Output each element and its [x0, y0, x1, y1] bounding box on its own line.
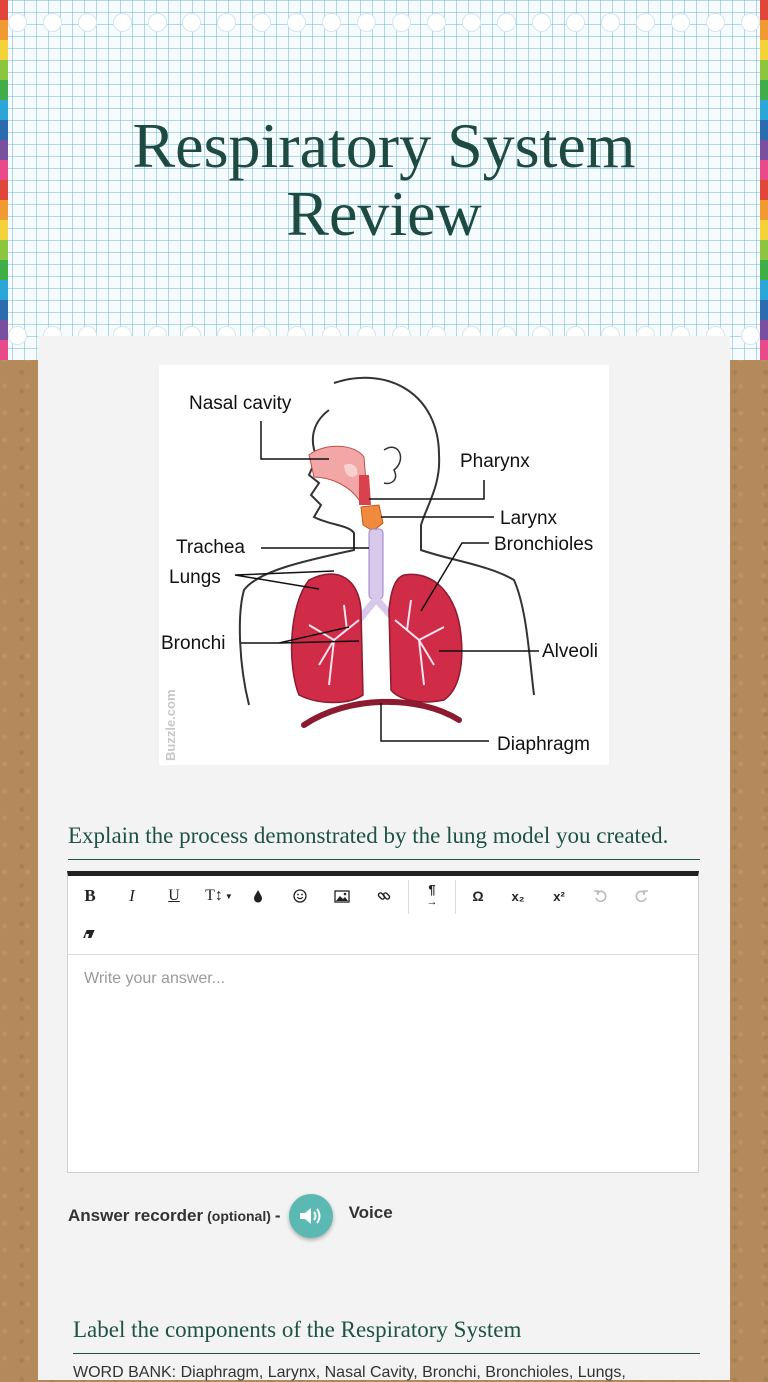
page-title: [0, 112, 768, 248]
respiratory-diagram: [159, 365, 609, 765]
edge-color-stripe: [760, 40, 768, 60]
word-bank: WORD BANK: Diaphragm, Larynx, Nasal Cavity, Bronchi, Bronchioles, Lungs,: [73, 1364, 626, 1381]
image-icon[interactable]: [328, 882, 356, 910]
recorder-optional-label: (optional): [207, 1208, 271, 1224]
edge-color-stripe: [0, 60, 8, 80]
underline-button[interactable]: U: [168, 887, 180, 904]
superscript-button[interactable]: x²: [553, 888, 565, 904]
special-character-button[interactable]: Ω: [472, 888, 484, 904]
answer-input[interactable]: [68, 956, 698, 1172]
top-punch-holes: [0, 13, 768, 35]
label-bronchioles: Bronchioles: [494, 534, 594, 555]
voice-label: Voice: [348, 1203, 393, 1222]
label-lungs: Lungs: [169, 567, 221, 588]
label-trachea: Trachea: [176, 537, 245, 558]
speaker-icon: [298, 1205, 324, 1227]
emoji-icon[interactable]: [286, 882, 314, 910]
edge-color-stripe: [0, 280, 8, 300]
voice-record-button[interactable]: [289, 1194, 333, 1238]
answer-recorder: [68, 1191, 393, 1241]
undo-icon[interactable]: [586, 882, 614, 910]
edge-color-stripe: [760, 280, 768, 300]
question-1-title: Explain the process demonstrated by the lung model you created.: [68, 823, 700, 860]
label-nasal-cavity: Nasal cavity: [189, 393, 292, 414]
toolbar-separator: [455, 880, 456, 914]
edge-color-stripe: [760, 300, 768, 320]
eraser-icon[interactable]: [76, 920, 104, 948]
link-icon[interactable]: [370, 882, 398, 910]
edge-color-stripe: [0, 80, 8, 100]
answer-editor: [67, 871, 699, 1173]
edge-color-stripe: [0, 300, 8, 320]
label-alveoli: Alveoli: [542, 641, 598, 662]
recorder-dash: -: [274, 1206, 281, 1225]
italic-button[interactable]: I: [129, 886, 135, 905]
question-2-title: Label the components of the Respiratory System: [73, 1317, 700, 1354]
edge-color-stripe: [760, 260, 768, 280]
label-larynx: Larynx: [500, 508, 558, 529]
page-title-text: Respiratory System Review: [132, 110, 636, 249]
edge-color-stripe: [760, 80, 768, 100]
worksheet-card: [38, 336, 730, 1380]
bold-button[interactable]: B: [84, 886, 96, 905]
worksheet-header: [0, 0, 768, 360]
subscript-button[interactable]: x₂: [511, 888, 525, 904]
label-pharynx: Pharynx: [460, 451, 530, 472]
edge-color-stripe: [0, 260, 8, 280]
label-bronchi: Bronchi: [161, 633, 226, 654]
editor-toolbar: [68, 876, 698, 955]
text-size-button[interactable]: [202, 882, 236, 910]
text-size-label: T↕: [205, 887, 223, 904]
toolbar-separator: [408, 880, 409, 914]
edge-color-stripe: [0, 40, 8, 60]
text-color-icon[interactable]: [244, 882, 272, 910]
redo-icon[interactable]: [628, 882, 656, 910]
respiratory-diagram-svg: [159, 365, 609, 765]
watermark: Buzzle.com: [163, 689, 178, 761]
edge-color-stripe: [760, 60, 768, 80]
label-diaphragm: Diaphragm: [497, 734, 590, 755]
caret-down-icon: ▼: [224, 891, 233, 901]
recorder-label: Answer recorder: [68, 1206, 204, 1225]
paragraph-direction-icon[interactable]: ¶ →: [426, 882, 438, 908]
